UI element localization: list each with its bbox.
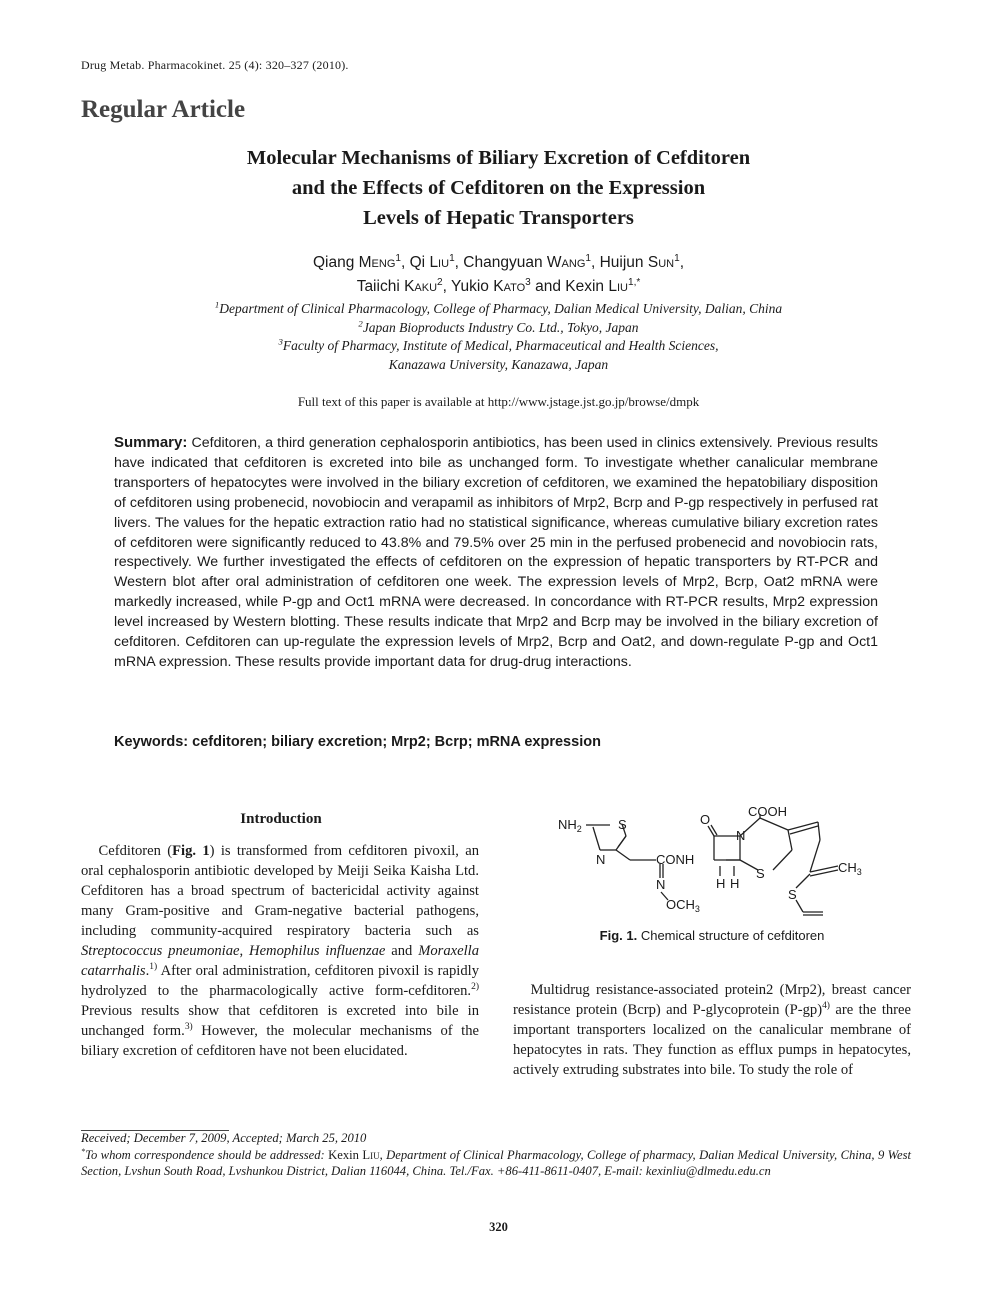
label-n-oxime: N [656,877,666,892]
citation-ref[interactable]: 4) [822,1001,830,1012]
figure-label: Fig. 1. [599,928,638,943]
figure-1-structure [548,800,888,925]
author-list: Qiang Meng$^1$, Qi Liu$^1$, Changyuan Wang$^1$, Huijun Sun$^1$, Taiichi Kaku$^2$, Yukio Kato$^3$ and Kexin Liu$^{1,*}$ [312,252,685,295]
citation-ref[interactable]: 1) [149,962,158,973]
affiliation: $^2$Japan Bioproducts Industry Co. Ltd., Tokyo, Japan [358,318,639,335]
footnotes [81,1130,911,1180]
label-nh2: $NH_2$ [558,817,582,834]
section-label: Regular Article [81,96,246,123]
summary-label: Summary: [114,434,188,451]
summary-text: Cefditoren, a third generation cephalosporin antibiotics, has been used in clinics extensively. Previous results have indicated that cefditoren is excreted into bile as unchanged form. To investigate whether canalicular membrane transporters of hepatocytes were involved in the biliary excretion of cefditoren, we examined the hepatobiliary disposition of cefditoren using probenecid, novobiocin and verapamil as inhibitors of Mrp2, Bcrp and P-gp respectively in perfused rat livers. The values for the hepatic extraction ratio had no statistical significance, whereas cumulative biliary excretion rates of cefditoren were significantly reduced to 43.8% and 79.5% over 25 min in the perfused probenecid and novobiocin rats, respectively. We further investigated the effects of cefditoren on the expression of hepatic transporters by RT-PCR and Western blot after oral administration of cefditoren one week. The expression levels of Mrp2, Bcrp, Oat2 mRNA were markedly increased, while P-gp and Oct1 mRNA were decreased. In concordance with RT-PCR results, Mrp2 expression level increased by Western blotting. These results indicate that Mrp2 and Bcrp may be involved in the biliary excretion of cefditoren. Cefditoren can up-regulate the expression levels of Mrp2, Bcrp and Oat2, and down-regulate P-gp and Oct1 mRNA expression. These results provide important data for drug-drug interactions. [114,435,878,670]
label-och3: $OCH_3$ [666,897,700,914]
full-text-note: Full text of this paper is available at http://www.jstage.jst.go.jp/browse/dmpk [297,394,700,409]
cefditoren-structure-diagram [548,800,888,920]
label-ch3: $CH_3$ [838,860,862,877]
title-line: Molecular Mechanisms of Biliary Excretion of Cefditoren [246,147,751,169]
label-o-lactam: O [700,812,711,827]
page-number: 320 [489,1220,508,1234]
label-n-thiazole: N [596,852,606,867]
label-h: H [730,876,740,891]
paragraph: Cefditoren (Fig. 1) is transformed from cefditoren pivoxil, an oral cephalosporin antibiotic developed by Meiji Seika Kaisha Ltd. Cefditoren has a broad spectrum of bactericidal activity against many Gram-positive and Gram-negative bacterial pathogens, including community-acquired respiratory bacteria such as Streptococcus pneumoniae, Hemophilus influenzae and Moraxella catarrhalis.$^{1)}$ After oral administration, cefditoren pivoxil is rapidly hydrolyzed to the pharmacologically active form-cefditoren.$^{2)}$ Previous results show that cefditoren is excreted into bile in unchanged form.$^{3)}$ However, the molecular mechanisms of the biliary excretion of cefditoren have not been elucidated. [81,843,479,1059]
label-h: H [716,876,726,891]
affiliations [120,300,877,374]
affiliation: Kanazawa University, Kanazawa, Japan [388,356,609,372]
article-title [120,143,877,233]
journal-citation: Drug Metab. Pharmacokinet. 25 (4): 320–327 (2010). [81,58,349,72]
author: Kexin Liu$^{1,*}$ [565,276,641,295]
received-dates: Received; December 7, 2009, Accepted; March 25, 2010 [81,1131,367,1145]
paragraph: Multidrug resistance-associated protein2 (Mrp2), breast cancer resistance protein (Bcrp) and P-glycoprotein $(P-gp)^{4)}$ are the three important transporters localized on the canalicular membrane of hepatocytes in rats. They function as efflux pumps in hepatocytes, actively extruding substrates into bile. To study the role of [513,982,911,1078]
label-s-ring: S [756,866,765,881]
label-n-lactam: N [736,828,746,843]
author: Huijun Sun$^1$ [599,252,680,271]
author: Taiichi Kaku$^2$ [356,276,443,295]
title-line: and the Effects of Cefditoren on the Expression [291,177,706,199]
introduction-heading: Introduction [240,811,322,827]
label-s-vinyl: S [788,887,797,902]
keywords: Keywords: cefditoren; biliary excretion; Mrp2; Bcrp; mRNA expression [114,734,601,750]
affiliation: $^1$Department of Clinical Pharmacology, College of Pharmacy, Dalian Medical University, Dalian, China [214,299,783,316]
author: Qiang Meng$^1$ [312,252,401,271]
author: Qi Liu$^1$ [409,252,455,271]
intro-left-column [81,841,479,1061]
citation-ref[interactable]: 3) [184,1022,193,1033]
citation-ref[interactable]: 2) [471,982,479,993]
summary-abstract [114,433,878,673]
intro-right-column [513,980,911,1080]
correspondence: *To whom correspondence should be addressed: Kexin Liu, Department of Clinical Pharmacology, College of pharmacy, Dalian Medical University, China, 9 West Section, Lvshun South Road, Lvshunkou District, Dalian 116044, China. Tel./Fax. +86-411-8611-0407, E-mail: kexinliu@dlmedu.edu.cn [81,1146,912,1178]
affiliation: $^3$Faculty of Pharmacy, Institute of Medical, Pharmaceutical and Health Sciences, [278,336,719,353]
author: Yukio Kato$^3$ [451,276,531,295]
figure-reference[interactable]: Fig. 1 [172,843,210,859]
label-cooh: COOH [748,804,787,819]
figure-caption: Fig. 1. Chemical structure of cefditoren [599,928,825,943]
label-conh: CONH [656,852,695,867]
author: Changyuan Wang$^1$ [463,252,591,271]
title-line: Levels of Hepatic Transporters [363,207,634,229]
label-s-thiazole: S [618,817,627,832]
